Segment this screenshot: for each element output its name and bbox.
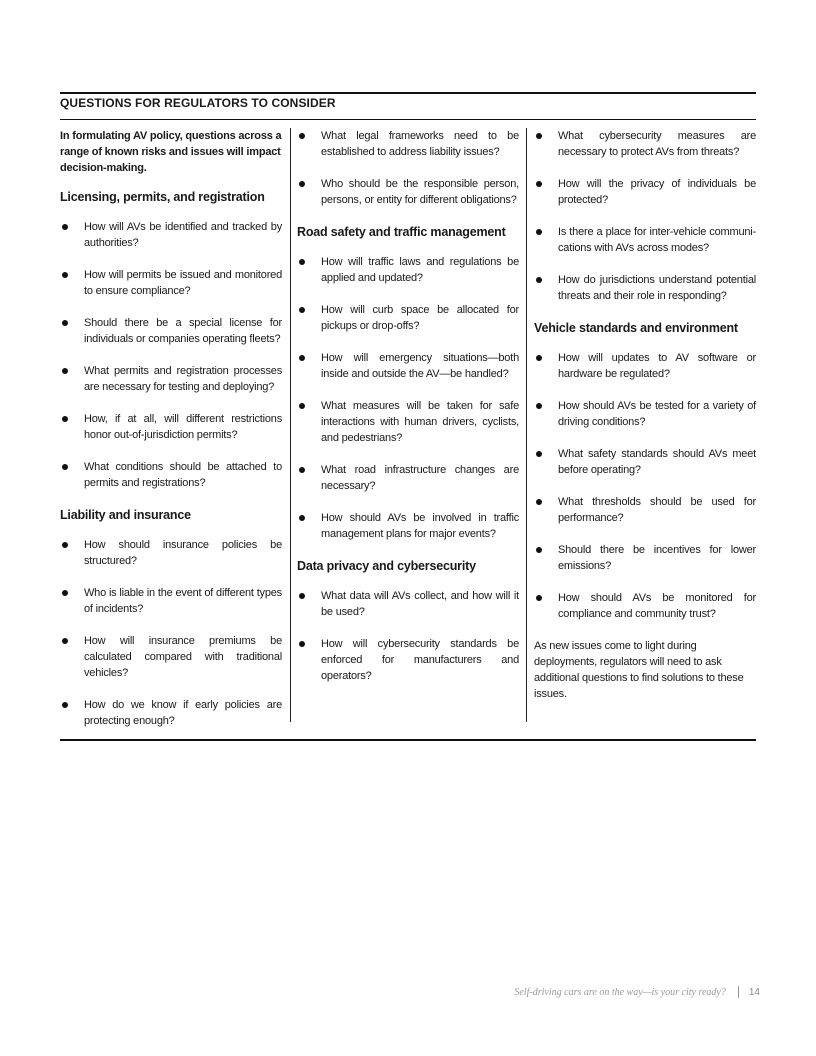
bullet-icon <box>62 416 68 422</box>
section-heading: Data privacy and cybersecurity <box>297 559 476 573</box>
bullet-icon <box>299 355 305 361</box>
footer-text: Self-driving cars are on the way—is your city ready? <box>514 986 726 998</box>
list-item: How will cybersecurity standards be enforced for manufacturers and operators? <box>297 636 519 684</box>
bullet-icon <box>536 547 542 553</box>
list-item: How will curb space be allocated for pickups or drop-offs? <box>297 302 519 334</box>
footer-separator <box>738 986 739 998</box>
column-2 <box>297 128 519 700</box>
list-item: How should AVs be monitored for compliance and community trust? <box>534 590 756 622</box>
page-number: 14 <box>748 986 760 998</box>
list-item: Is there a place for inter-vehicle communi-cations with AVs across modes? <box>534 224 756 256</box>
bullet-icon <box>299 515 305 521</box>
list-item: What thresholds should be used for performance? <box>534 494 756 526</box>
column-1 <box>60 128 282 745</box>
list-item: How should AVs be involved in traffic management plans for major events? <box>297 510 519 542</box>
page-footer <box>514 986 760 998</box>
list-item: How will emergency situations—both inside and outside the AV—be handled? <box>297 350 519 382</box>
bullet-icon <box>62 542 68 548</box>
bullet-icon <box>299 259 305 265</box>
list-item: Who is liable in the event of different types of incidents? <box>60 585 282 617</box>
column-3 <box>534 128 756 715</box>
list-item: How should insurance policies be structured? <box>60 537 282 569</box>
bullet-icon <box>62 638 68 644</box>
bullet-icon <box>536 229 542 235</box>
bullet-icon <box>299 593 305 599</box>
question-list <box>297 128 519 208</box>
bullet-icon <box>536 499 542 505</box>
list-item: What measures will be taken for safe interactions with human drivers, cyclists, and pedestrians? <box>297 398 519 446</box>
bullet-icon <box>299 403 305 409</box>
list-item: How will permits be issued and monitored to ensure compliance? <box>60 267 282 299</box>
list-item: How will updates to AV software or hardware be regulated? <box>534 350 756 382</box>
bullet-icon <box>62 590 68 596</box>
closing-text: As new issues come to light during deployments, regulators will need to ask additional questions to find solutions to these issues. <box>534 640 744 700</box>
list-item: How, if at all, will different restrictions honor out-of-jurisdiction permits? <box>60 411 282 443</box>
list-item: What data will AVs collect, and how will it be used? <box>297 588 519 620</box>
bullet-icon <box>299 641 305 647</box>
section-heading: Vehicle standards and environment <box>534 321 738 335</box>
question-list <box>534 128 756 304</box>
box-title: QUESTIONS FOR REGULATORS TO CONSIDER <box>60 96 336 110</box>
list-item: What permits and registration processes are necessary for testing and deploying? <box>60 363 282 395</box>
bullet-icon <box>299 467 305 473</box>
question-list <box>297 254 519 542</box>
bullet-icon <box>62 368 68 374</box>
list-item: What road infrastructure changes are necessary? <box>297 462 519 494</box>
bullet-icon <box>62 464 68 470</box>
bullet-icon <box>536 403 542 409</box>
section-heading: Road safety and traffic management <box>297 225 506 239</box>
intro-text: In formulating AV policy, questions across a range of known risks and issues will impact decision-making. <box>60 130 282 174</box>
list-item: How do we know if early policies are protecting enough? <box>60 697 282 729</box>
bullet-icon <box>536 595 542 601</box>
bullet-icon <box>299 133 305 139</box>
list-item: Should there be a special license for individuals or companies operating fleets? <box>60 315 282 347</box>
box-bottom-rule <box>60 739 756 741</box>
bullet-icon <box>62 320 68 326</box>
list-item: Who should be the responsible person, persons, or entity for different obligations? <box>297 176 519 208</box>
bullet-icon <box>536 451 542 457</box>
section-heading: Liability and insurance <box>60 508 191 522</box>
list-item: What conditions should be attached to permits and registrations? <box>60 459 282 491</box>
question-list <box>297 588 519 684</box>
title-divider <box>60 119 756 120</box>
bullet-icon <box>299 181 305 187</box>
bullet-icon <box>536 181 542 187</box>
list-item: Should there be incentives for lower emissions? <box>534 542 756 574</box>
list-item: How will AVs be identified and tracked by authorities? <box>60 219 282 251</box>
section-heading: Licensing, permits, and registration <box>60 190 265 204</box>
bullet-icon <box>299 307 305 313</box>
bullet-icon <box>62 702 68 708</box>
list-item: How will the privacy of individuals be protected? <box>534 176 756 208</box>
list-item: How should AVs be tested for a variety of driving conditions? <box>534 398 756 430</box>
bullet-icon <box>536 133 542 139</box>
list-item: How do jurisdictions understand potential threats and their role in responding? <box>534 272 756 304</box>
bullet-icon <box>62 224 68 230</box>
list-item: How will insurance premiums be calculated compared with traditional vehicles? <box>60 633 282 681</box>
list-item: What cybersecurity measures are necessary to protect AVs from threats? <box>534 128 756 160</box>
list-item: How will traffic laws and regulations be applied and updated? <box>297 254 519 286</box>
question-list <box>534 350 756 622</box>
column-divider <box>290 128 291 722</box>
column-divider <box>526 128 527 722</box>
bullet-icon <box>62 272 68 278</box>
question-list <box>60 219 282 491</box>
bullet-icon <box>536 355 542 361</box>
list-item: What safety standards should AVs meet before operating? <box>534 446 756 478</box>
list-item: What legal frameworks need to be established to address liability issues? <box>297 128 519 160</box>
bullet-icon <box>536 277 542 283</box>
question-list <box>60 537 282 729</box>
box-top-rule <box>60 92 756 94</box>
